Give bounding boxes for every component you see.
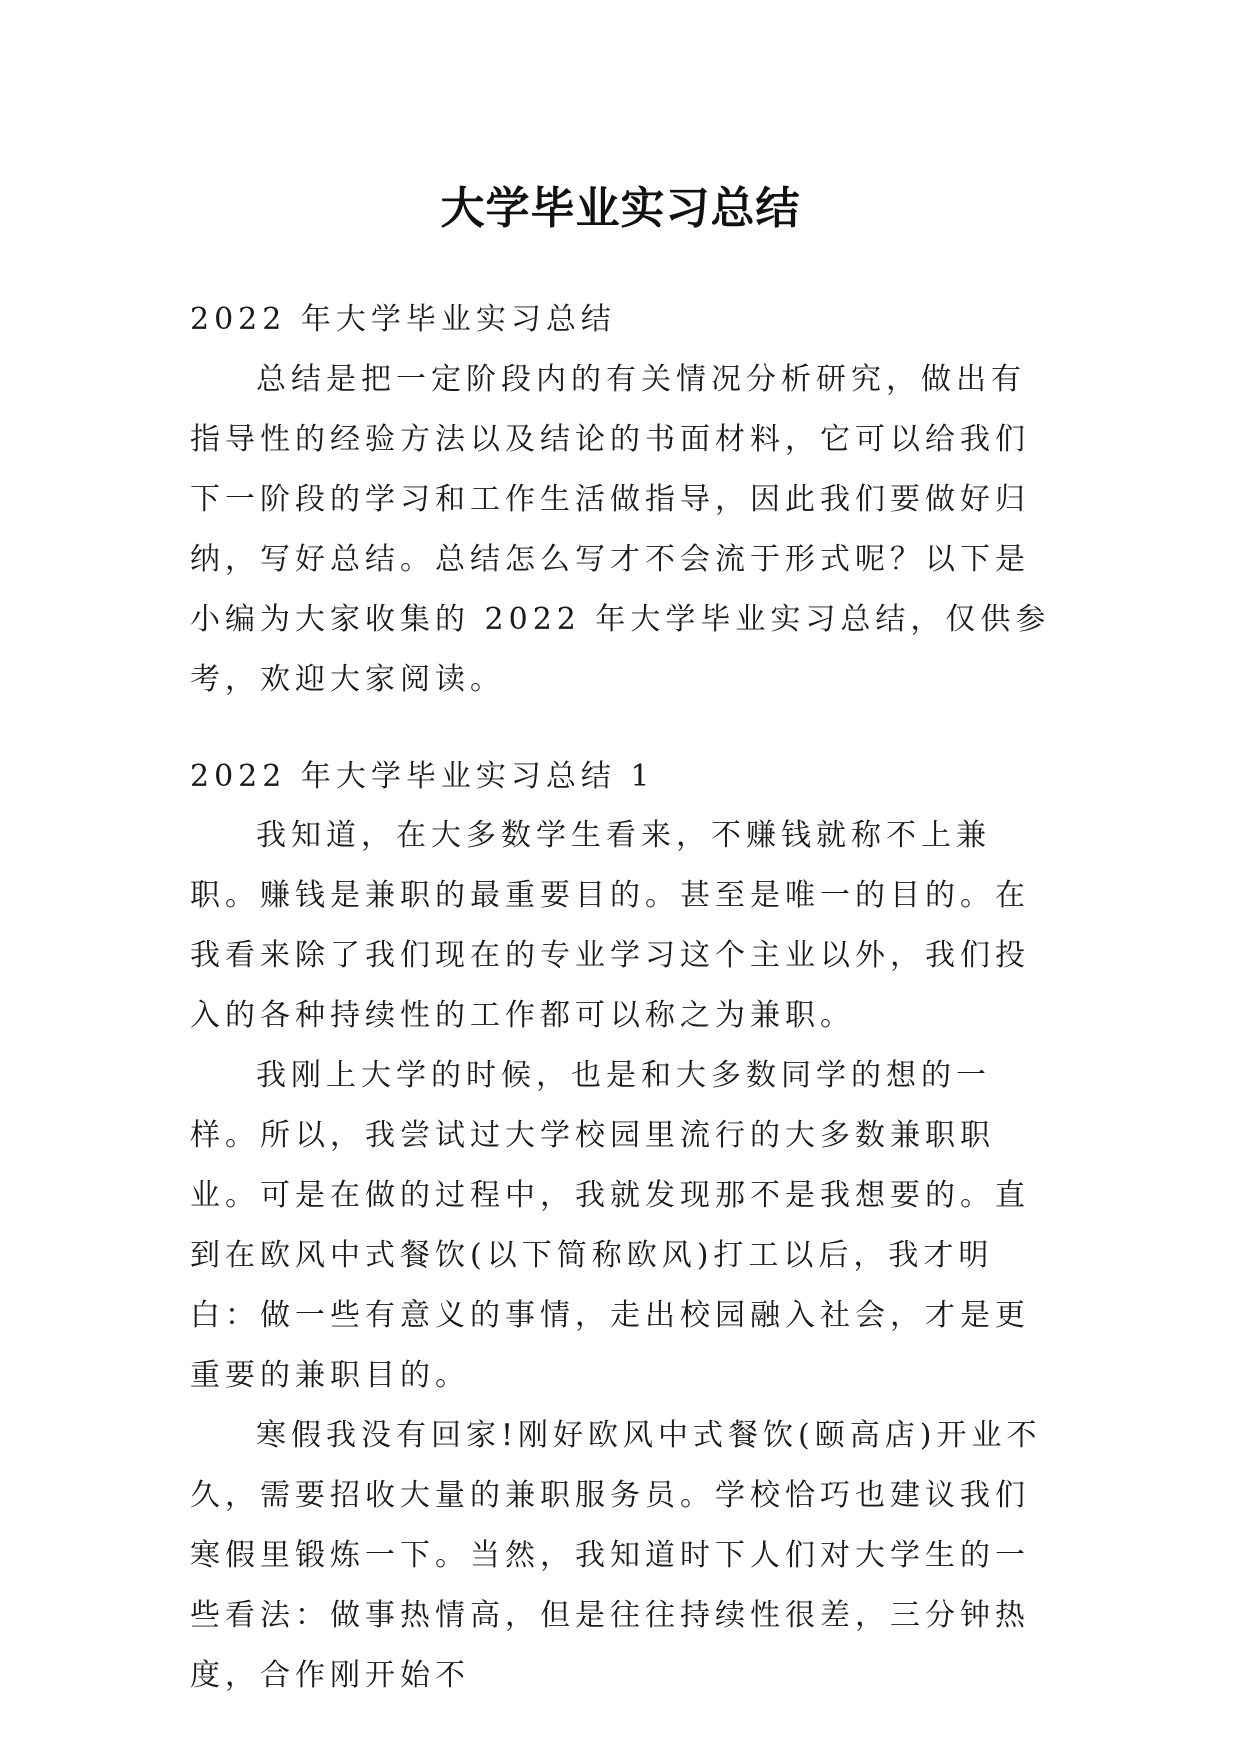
section-heading: 2022 年大学毕业实习总结 1 <box>190 759 655 794</box>
section-paragraph: 寒假我没有回家!刚好欧风中式餐饮(颐高店)开业不久，需要招收大量的兼职服务员。学校恰巧也建议我们寒假里锻炼一下。当然，我知道时下人们对大学生的一些看法：做事热情高，但是往往持续性很差，三分钟热度，合作刚开始不 <box>190 1418 1042 1693</box>
intro-heading: 2022 年大学毕业实习总结 <box>190 302 616 337</box>
section-paragraph: 我刚上大学的时候，也是和大多数同学的想的一样。所以，我尝试过大学校园里流行的大多数兼职职业。可是在做的过程中，我就发现那不是我想要的。直到在欧风中式餐饮(以下简称欧风)打工以后，我才明白：做一些有意义的事情，走出校园融入社会，才是更重要的兼职目的。 <box>190 1058 1030 1393</box>
section-paragraph: 我知道，在大多数学生看来，不赚钱就称不上兼职。赚钱是兼职的最重要目的。甚至是唯一的目的。在我看来除了我们现在的专业学习这个主业以外，我们投入的各种持续性的工作都可以称之为兼职。 <box>190 818 1030 1033</box>
intro-paragraph: 总结是把一定阶段内的有关情况分析研究，做出有指导性的经验方法以及结论的书面材料，它可以给我们下一阶段的学习和工作生活做指导，因此我们要做好归纳，写好总结。总结怎么写才不会流于形式呢？以下是小编为大家收集的 2022 年大学毕业实习总结，仅供参考，欢迎大家阅读。 <box>190 362 1051 697</box>
document-title: 大学毕业实习总结 <box>440 183 801 235</box>
section-body <box>190 806 1060 1706</box>
